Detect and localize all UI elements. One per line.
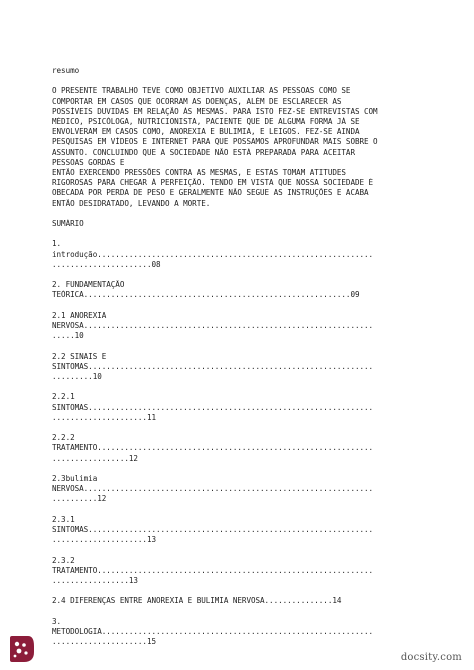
summary-line: COMPORTAR EM CASOS QUE OCORRAM AS DOENÇAS, ALÉM DE ESCLARECER AS — [52, 96, 342, 106]
toc-entry-line: TRATAMENTO............................................................. — [52, 443, 374, 453]
toc-entry-line: 2.4 DIFERENÇAS ENTRE ANOREXIA E BULIMIA NERVOSA...............14 — [52, 596, 342, 606]
toc-entry-line: .........10 — [52, 372, 102, 381]
toc-entry-line: 1. — [52, 239, 62, 249]
docsity-logo-icon[interactable] — [6, 634, 36, 664]
toc-entry-line: 2. FUNDAMENTAÇÃO — [52, 280, 125, 290]
document-page — [52, 66, 424, 658]
summary-line: ASSUNTO. CONCLUINDO QUE A SOCIEDADE NÃO ESTÁ PREPARADA PARA ACEITAR — [52, 147, 355, 157]
summary-line: ENTÃO DESIDRATADO, LEVANDO A MORTE. — [52, 198, 211, 208]
summary-line: PESSOAS GORDAS E — [52, 157, 125, 167]
toc-entry[interactable] — [52, 617, 424, 648]
summary-title: resumo — [52, 66, 80, 75]
docsity-brand-link[interactable]: docsity.com — [400, 652, 462, 663]
toc-entry-line: 2.3.1 — [52, 514, 75, 524]
toc-entry-line: .....................13 — [52, 535, 157, 545]
toc-entry[interactable] — [52, 280, 424, 300]
spacer — [52, 209, 424, 219]
toc-entry[interactable] — [52, 596, 424, 606]
summary-line: ENVOLVERAM EM CASOS COMO, ANOREXIA E BULIMIA, E LEIGOS. FEZ-SE AINDA — [52, 127, 360, 137]
toc-entry[interactable] — [52, 239, 424, 270]
toc-entry-line: SINTOMAS............................................................... — [52, 402, 374, 412]
toc-heading: SUMÁRIO — [52, 219, 84, 229]
toc-entry[interactable] — [52, 556, 424, 587]
summary-line: ENTÃO EXERCENDO PRESSÕES CONTRA AS MESMAS, E ESTAS TOMAM ATITUDES — [52, 168, 346, 178]
summary-line: MÉDICO, PSICÓLOGA, NUTRICIONISTA, PACIENTE QUE DE ALGUMA FORMA JÁ SE — [52, 117, 360, 126]
toc-entry-line: 2.2.2 — [52, 433, 75, 443]
toc-entry-line: METODOLOGIA............................................................ — [52, 626, 374, 636]
summary-line: PESQUISAS EM VÍDEOS E INTERNET PARA QUE POSSAMOS APROFUNDAR MAIS SOBRE O — [52, 137, 378, 147]
toc-entry-line: TEÓRICA...........................................................09 — [52, 290, 360, 300]
toc-entry-line: .................12 — [52, 453, 138, 463]
toc-entry-line: .....................15 — [52, 637, 157, 647]
toc-entry[interactable] — [52, 311, 424, 342]
toc-entry-line: SINTOMAS............................................................... — [52, 361, 374, 371]
toc-entry-line: 2.2 SINAIS E — [52, 351, 107, 361]
summary-line: O PRESENTE TRABALHO TEVE COMO OBJETIVO AUXILIAR AS PESSOAS COMO SE — [52, 86, 351, 96]
toc-entry-line: NERVOSA................................................................ — [52, 484, 374, 494]
toc-entry-line: NERVOSA................................................................ — [52, 321, 374, 330]
toc-entry[interactable] — [52, 433, 424, 464]
table-of-contents — [52, 239, 424, 647]
toc-entry-line: SINTOMAS............................................................... — [52, 524, 374, 534]
toc-entry-line: 2.3.2 — [52, 555, 75, 565]
toc-entry[interactable] — [52, 515, 424, 546]
summary-line: POSSÍVEIS DUVIDAS EM RELAÇÃO ÀS MESMAS. PARA ISTO FEZ-SE ENTREVISTAS COM — [52, 106, 378, 116]
toc-entry-line: .....10 — [52, 331, 84, 341]
spacer — [52, 76, 424, 86]
summary-paragraph — [52, 86, 424, 208]
toc-entry[interactable] — [52, 474, 424, 505]
toc-entry-line: .................13 — [52, 575, 138, 585]
toc-entry[interactable] — [52, 352, 424, 383]
toc-entry-line: ..........12 — [52, 494, 107, 504]
toc-entry-line: TRATAMENTO............................................................. — [52, 565, 374, 575]
toc-entry-line: introdução............................................................. — [52, 249, 374, 259]
summary-line: RIGOROSAS PARA CHEGAR À PERFEIÇÃO. TENDO EM VISTA QUE NOSSA SOCIEDADE É — [52, 178, 374, 188]
toc-entry-line: .....................11 — [52, 412, 157, 422]
toc-entry-line: 2.1 ANOREXIA — [52, 310, 107, 320]
toc-entry[interactable] — [52, 392, 424, 423]
toc-entry-line: 2.3bulimia — [52, 473, 98, 483]
toc-entry-line: 3. — [52, 616, 62, 626]
toc-entry-line: 2.2.1 — [52, 392, 75, 402]
spacer — [52, 229, 424, 239]
summary-line: OBECADA POR PERDA DE PESO E GERALMENTE NÃO SEGUE AS INSTRUÇÕES E ACABA — [52, 188, 369, 198]
toc-entry-line: ......................08 — [52, 259, 161, 269]
